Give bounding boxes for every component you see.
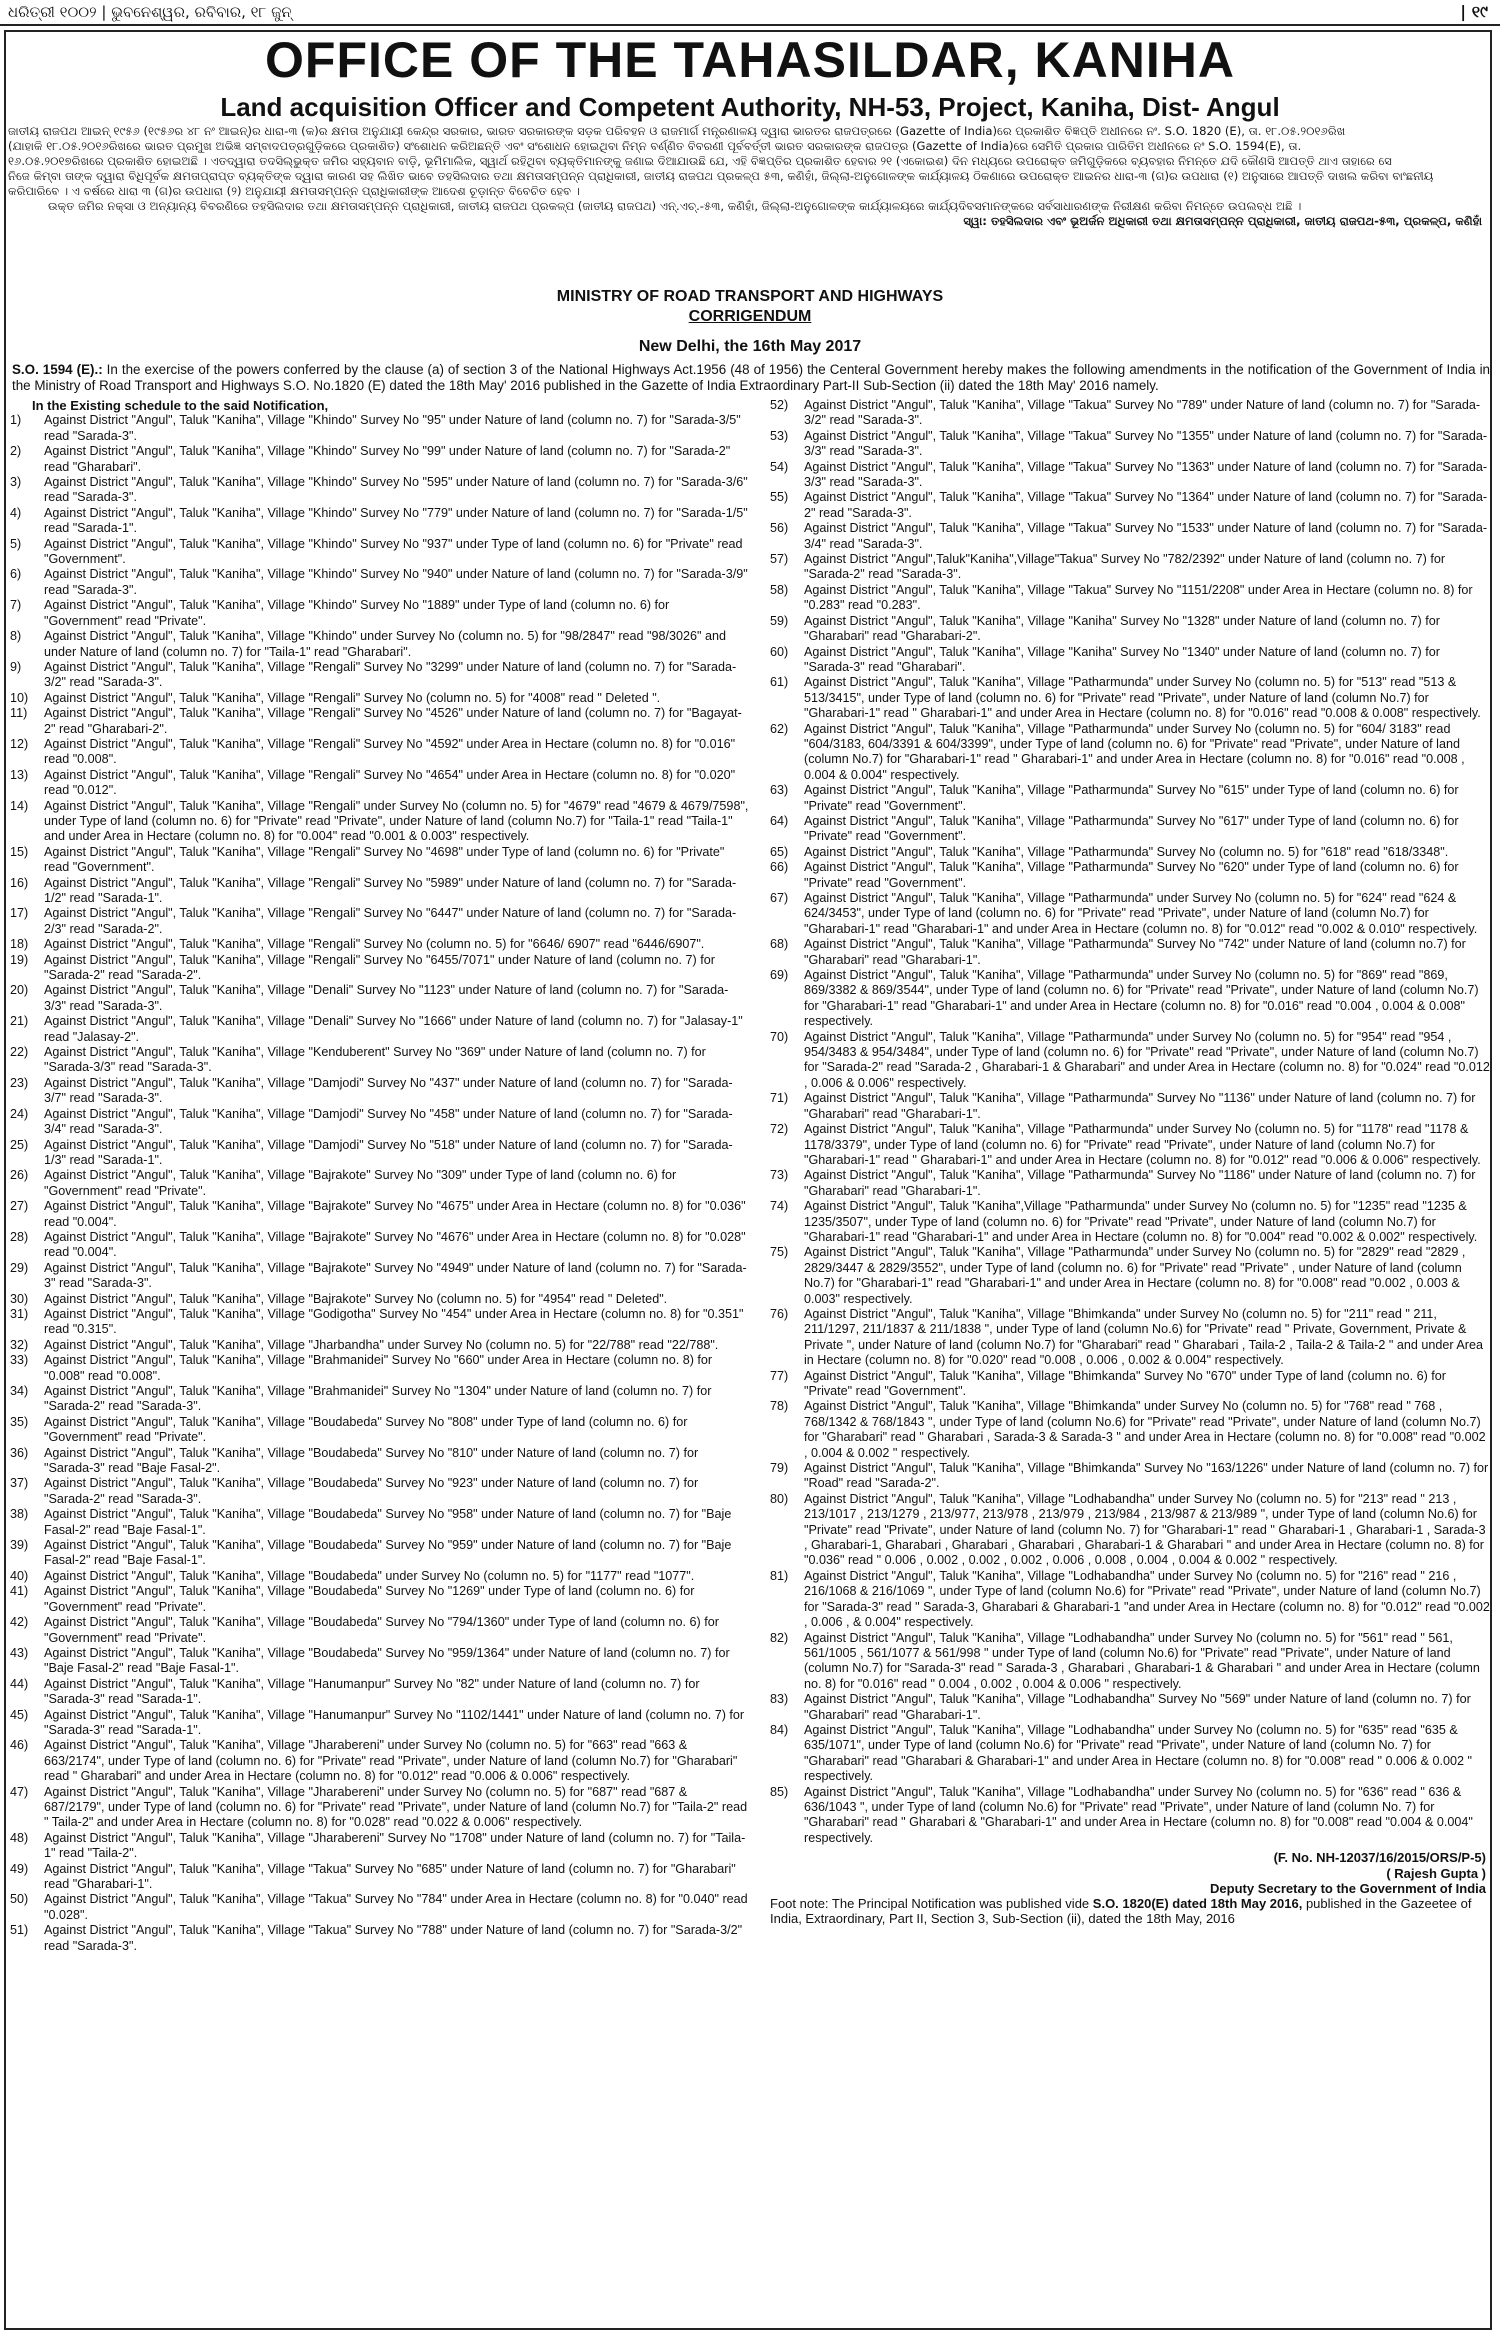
schedule-entry — [10, 768, 750, 799]
entry-text: Against District "Angul", Taluk "Kaniha", Village "Jharabereni" under Survey No (column no. 5) for "663" read "663 & 663/2174", under Type of land (column no. 6) for "Private" read "Private", under Nature of land (column No.7) for "Gharabari" read " Gharabari" and under Area in Hectare (column no. 8) for "0.012" read "0.006 & 0.006" respectively. — [44, 1738, 738, 1784]
signatory-designation: Deputy Secretary to the Government of India — [1210, 1881, 1486, 1896]
entry-number: 42) — [10, 1615, 29, 1630]
entry-text: Against District "Angul", Taluk "Kaniha", Village "Hanumanpur" Survey No "82" under Nature of land (column no. 7) for "Sarada-3" read "Sarada-1". — [44, 1676, 700, 1707]
entry-text: Against District "Angul", Taluk "Kaniha", Village "Jharabereni" under Survey No (column no. 5) for "687" read "687 & 687/2179", under Type of land (column no. 6) for "Private" read "Private", under Nature of land (column No.7) for "Taila-2" read " Taila-2" and under Area in Hectare (column no. 8) for "0.028" read "0.022 & 0.006" respectively. — [44, 1784, 748, 1830]
entry-text: Against District "Angul", Taluk "Kaniha", Village "Boudabeda" Survey No "1269" under Type of land (column no. 6) for "Government" read "Private". — [44, 1584, 695, 1614]
entry-text: Against District "Angul", Taluk "Kaniha", Village "Rengali" under Survey No (column no. 5) for "4679" read "4679 & 4679/7598", under Type of land (column no. 6) for "Private" read "Private", under Nature of land (column No.7) for "Taila-1" read "Taila-1" and under Area in Hectare (column no. 8) for "0.004" read "0.001 & 0.003" respectively. — [44, 798, 749, 844]
entry-number: 8) — [10, 629, 22, 644]
entry-number: 61) — [770, 675, 789, 690]
entry-number: 4) — [10, 505, 22, 520]
entry-text: Against District "Angul", Taluk "Kaniha", Village "Khindo" under Survey No (column no. 5) for "98/2847" read "98/3026" and under Nature of land (column no. 7) for "Taila-1" read "Gharabari". — [44, 629, 727, 659]
schedule-entry — [770, 1723, 1492, 1785]
schedule-entry — [10, 660, 750, 691]
schedule-entry — [10, 1677, 750, 1708]
entry-number: 36) — [10, 1445, 29, 1460]
entry-text: Against District "Angul", Taluk "Kaniha", Village "Patharmunda" under Survey No (column no. 5) for "1178" read "1178 & 1178/3379", under Type of land (column no. 6) for "Private" read "Private", under Nature of land (column No.7) for "Gharabari-1" read " Gharabari-1" and under Area in Hectare (column no. 8) for "0.012" read "0.006 & 0.006" respectively. — [804, 1122, 1481, 1167]
entry-text: Against District "Angul", Taluk "Kaniha", Village "Khindo" Survey No "99" under Nature of land (column no. 7) for "Sarada-2" read "Gharabari". — [44, 444, 731, 474]
schedule-entry — [10, 1261, 750, 1292]
entry-number: 69) — [770, 968, 789, 983]
schedule-entry — [10, 1199, 750, 1230]
notice-subtitle: Land acquisition Officer and Competent Authority, NH-53, Project, Kaniha, Dist- Angul — [220, 92, 1280, 122]
entry-text: Against District "Angul", Taluk "Kaniha", Village "Jharabereni" Survey No "1708" under Nature of land (column no. 7) for "Taila-1" read "Taila-2". — [44, 1830, 746, 1861]
entry-text: Against District "Angul", Taluk "Kaniha", Village "Takua" Survey No "788" under Nature of land (column no. 7) for "Sarada-3/2" read "Sarada-3". — [44, 1923, 743, 1953]
file-number: (F. No. NH-12037/16/2015/ORS/P-5) — [1273, 1850, 1486, 1866]
entry-text: Against District "Angul", Taluk "Kaniha", Village "Khindo" Survey No "937" under Type of land (column no. 6) for "Private" read "Government". — [44, 536, 743, 567]
schedule-entry — [10, 1045, 750, 1076]
schedule-entry — [770, 1091, 1492, 1122]
schedule-entry — [10, 1923, 750, 1954]
footnote — [770, 1896, 1492, 1926]
schedule-entry — [10, 1292, 750, 1307]
entry-number: 41) — [10, 1584, 29, 1599]
entry-number: 70) — [770, 1029, 789, 1044]
entry-number: 35) — [10, 1414, 29, 1429]
entry-number: 68) — [770, 937, 789, 952]
odia-paragraph-line: (ଯାହାକି ୧୮.୦୫.୨୦୧୬ରିଖରେ ଭାରତ ପ୍ରମୁଖ ଅଭିଜ୍ଞ ସମ୍ବାଦପତ୍ରଗୁଡ଼ିକରେ ପ୍ରକାଶିତ) ସଂଶୋଧନ କରିଅଛନ୍ତି ଏବଂ ସଂଶୋଧନ ହୋଇଥିବା ନିମ୍ନ ବର୍ଣ୍ଣିତ ବିବରଣୀ ପୂର୍ବବର୍ତ୍ତୀ ଭାରତ ସରକାରଙ୍କ ରାଜପତ୍ର (Gazette of India)ରେ ସେମିତି ପ୍ରକାର ପାରିତିମ ଅଧୀନରେ ନଂ S.O. 1594(E), ତା. — [8, 139, 1302, 153]
entry-text: Against District "Angul", Taluk "Kaniha", Village "Patharmunda" Survey No (column no. 5) for "618" read "618/3348". — [804, 844, 1449, 859]
schedule-entry — [10, 1831, 750, 1862]
schedule-entry — [10, 1615, 750, 1646]
entry-text: Against District "Angul", Taluk "Kaniha", Village "Lodhabandha" under Survey No (column no. 5) for "213" read " 213 , 213/1017 , 213/1279 , 213/977, 213/978 , 213/979 , 213/984 , 213/987 & 213/989 ", under Type of land (column No.6) for "Private" read "Private", under Nature of land (column No. 7) for "Gharabari-1" read " Gharabari-1 , Gharabari-1 , Sarada-3 , Gharabari-1, Gharabari , Gharabari , Gharabari , Gharabari-1 & Gharabari " and under Area in Hectare (column no. 8) for "0.036" read " 0.006 , 0.002 , 0.002 , 0.002 , 0.006 , 0.008 , 0.004 , 0.004 & 0.002 " respectively. — [804, 1491, 1486, 1568]
entry-number: 16) — [10, 875, 29, 890]
entry-number: 78) — [770, 1399, 789, 1414]
schedule-entry — [10, 1476, 750, 1507]
entry-number: 20) — [10, 983, 29, 998]
entry-number: 1) — [10, 413, 22, 428]
entry-text: Against District "Angul", Taluk "Kaniha", Village "Takua" Survey No "1533" under Nature of land (column no. 7) for "Sarada-3/4" read "Sarada-3". — [804, 521, 1488, 551]
schedule-entry — [10, 475, 750, 506]
entry-text: Against District "Angul", Taluk "Kaniha", Village "Rengali" Survey No "4698" under Type of land (column no. 6) for "Private" read "Government". — [44, 844, 725, 875]
entry-text: Against District "Angul", Taluk "Kaniha", Village "Khindo" Survey No "779" under Nature of land (column no. 7) for "Sarada-1/5" read "Sarada-1". — [44, 505, 748, 536]
schedule-entry — [10, 706, 750, 737]
entry-text: Against District "Angul", Taluk "Kaniha", Village "Bajrakote" Survey No "4949" under Nature of land (column no. 7) for "Sarada-3" read "Sarada-3". — [44, 1260, 747, 1291]
schedule-entry — [770, 860, 1492, 891]
schedule-entry — [10, 1507, 750, 1538]
entry-number: 37) — [10, 1476, 29, 1491]
entry-text: Against District "Angul", Taluk "Kaniha", Village "Patharmunda" under Survey No (column no. 5) for "2829" read "2829 , 2829/3447 & 2829/3552", under Type of land (column no. 6) for "Private" read "Private" , under Nature of land (column No.7) for "Gharabari-1" read "Gharabari-1" and under Area in Hectare (column no. 8) for "0.008" read "0.002 , 0.003 & 0.003" respectively. — [804, 1245, 1466, 1306]
corrigendum-label: CORRIGENDUM — [688, 308, 812, 325]
entry-text: Against District "Angul", Taluk "Kaniha", Village "Patharmunda" Survey No "620" under Type of land (column no. 6) for "Private" read "Government". — [804, 860, 1459, 890]
entry-text: Against District "Angul", Taluk "Kaniha", Village "Bhimkanda" under Survey No (column no. 5) for "211" read " 211, 211/1297, 211/1837 & 211/1838 ", under Type of land (column No.6) for "Private" read " Private, Government, Private & Private ", under Nature of land (column No.7) for "Gharabari" read " Gharabari , Taila-2 , Taila-2 & Taila-2 " and under Area in Hectare (column no. 8) for "0.020" read "0.008 , 0.006 , 0.002 & 0.004" respectively. — [804, 1306, 1483, 1368]
schedule-entry — [770, 1569, 1492, 1631]
entry-number: 23) — [10, 1075, 29, 1090]
entry-number: 49) — [10, 1861, 29, 1876]
schedule-entry — [10, 444, 750, 475]
schedule-entry — [10, 737, 750, 768]
schedule-entry — [10, 413, 750, 444]
entry-text: Against District "Angul", Taluk "Kaniha", Village "Boudabeda" Survey No "958" under Nature of land (column no. 7) for "Baje Fasal-2" read "Baje Fasal-1". — [44, 1507, 732, 1537]
entry-number: 29) — [10, 1260, 29, 1275]
entry-text: Against District "Angul", Taluk "Kaniha", Village "Rengali" Survey No "5989" under Nature of land (column no. 7) for "Sarada-1/2" read "Sarada-1". — [44, 875, 737, 905]
entry-text: Against District "Angul", Taluk "Kaniha", Village "Godigotha" Survey No "454" under Area in Hectare (column no. 8) for "0.351" read "0.315". — [44, 1306, 744, 1337]
schedule-entry — [10, 1353, 750, 1384]
schedule-entry — [10, 845, 750, 876]
schedule-entry — [770, 891, 1492, 937]
entry-number: 43) — [10, 1645, 29, 1660]
schedule-entry — [10, 876, 750, 907]
masthead-title: ଧରିତ୍ରୀ ୧୦୦୨ | ଭୁବନେଶ୍ୱର, ରବିବାର, ୧୮ ଜୁନ୍ — [8, 3, 292, 21]
entry-text: Against District "Angul", Taluk "Kaniha", Village "Takua" Survey No "685" under Nature of land (column no. 7) for "Gharabari" read "Gharabari-1". — [44, 1861, 736, 1891]
entry-text: Against District "Angul", Taluk "Kaniha", Village "Takua" Survey No "789" under Nature of land (column no. 7) for "Sarada-3/2" read "Sarada-3". — [804, 398, 1481, 428]
schedule-entry — [770, 552, 1492, 583]
entry-number: 79) — [770, 1461, 789, 1476]
odia-paragraph-line: ନିଜେ କିମ୍ବା ତାଙ୍କ ଦ୍ୱାରା ବିଧିପୂର୍ବକ କ୍ଷମତାପ୍ରାପ୍ତ ବ୍ୟକ୍ତିଙ୍କ ଦ୍ୱାରା କାରଣ ସହ ଲିଖିତ ଭାବେ ତହସିଲଦାର ତଥା କ୍ଷମତାସମ୍ପନ୍ନ ପ୍ରାଧିକାରୀ, ଜାତୀୟ ରାଜପଥ ପ୍ରକଳ୍ପ ୫୩, କଣିହାଁ, ଜିଲ୍ଲା-ଅନୁଗୋଳଙ୍କ କାର୍ଯ୍ୟାଳୟ ଠିକଣାରେ ଉପରୋକ୍ତ ଆଇନର ଧାରା-୩ (ଗ)ର ଉପଧାରା (୧) ଅନୁସାରେ ଆପତ୍ତି ଦାଖଲ କରିବା ବାଂଛନୀୟ — [8, 169, 1434, 183]
entry-number: 54) — [770, 459, 789, 474]
entry-text: Against District "Angul", Taluk "Kaniha", Village "Jharbandha" under Survey No (column no. 5) for "22/788" read "22/788". — [44, 1337, 719, 1352]
entry-number: 50) — [10, 1892, 29, 1907]
entry-text: Against District "Angul", Taluk "Kaniha", Village "Patharmunda" Survey No "742" under Nature of land (column no.7) for "Gharabari" read "Gharabari-1". — [804, 937, 1466, 967]
schedule-entry — [10, 1014, 750, 1045]
entry-text: Against District "Angul", Taluk "Kaniha", Village "Rengali" Survey No "3299" under Nature of land (column no. 7) for "Sarada-3/2" read "Sarada-3". — [44, 659, 737, 690]
schedule-entry — [770, 583, 1492, 614]
odia-paragraph-line: କରିପାରିବେ । ଏ ବର୍ଷରେ ଧାରା ୩ (ଗ)ର ଉପଧାରା (୨) ଅନୁଯାୟୀ କ୍ଷମତାସମ୍ପନ୍ନ ପ୍ରାଧିକାରୀଙ୍କ ଆଦେଶ ଚୂଡ଼ାନ୍ତ ବିବେଚିତ ହେବ । — [8, 184, 580, 198]
schedule-entry — [770, 1199, 1492, 1245]
entry-number: 5) — [10, 536, 22, 551]
entry-number: 55) — [770, 490, 789, 505]
schedule-entry — [10, 1738, 750, 1784]
odia-paragraph-line: ଜାତୀୟ ରାଜପଥ ଆଇନ୍ ୧୯୫୬ (୧୯୫୬ର ୪୮ ନଂ ଆଇନ୍)ର ଧାରା-୩ (କ)ର କ୍ଷମତା ଅନୁଯାୟୀ କେନ୍ଦ୍ର ସରକାର, ଭାରତ ସରକାରଙ୍କ ସଡ଼କ ପରିବହନ ଓ ରାଜମାର୍ଗ ମନ୍ତ୍ରଣାଳୟ ଦ୍ୱାରା ଭାରତର ରାଜପତ୍ରରେ (Gazette of India)ରେ ପ୍ରକାଶିତ ବିଜ୍ଞପ୍ତି ଅଧୀନରେ ନଂ. S.O. 1820 (E), ତା. ୧୮.୦୫.୨୦୧୬ରିଖ — [8, 124, 1346, 138]
entry-text: Against District "Angul", Taluk "Kaniha", Village "Rengali" Survey No "4654" under Area in Hectare (column no. 8) for "0.020" read "0.012". — [44, 767, 736, 798]
entry-text: Against District "Angul", Taluk "Kaniha", Village "Patharmunda" under Survey No (column no. 5) for "869" read "869, 869/3382 & 869/3544", under Type of land (column no. 6) for "Private" read "Private", under Nature of land (column No.7) for "Gharabari-1" read "Gharabari-1" and under Area in Hectare (column no. 8) for "0.016" read "0.004 , 0.004 & 0.008" respectively. — [804, 968, 1479, 1029]
entry-number: 26) — [10, 1168, 29, 1183]
entry-number: 59) — [770, 613, 789, 628]
entry-number: 75) — [770, 1245, 789, 1260]
entry-text: Against District "Angul", Taluk "Kaniha", Village "Takua" Survey No "1364" under Nature of land (column no. 7) for "Sarada-2" read "Sarada-3". — [804, 490, 1488, 520]
entry-number: 19) — [10, 952, 29, 967]
schedule-entry — [10, 598, 750, 629]
schedule-entry — [10, 1307, 750, 1338]
entry-text: Against District "Angul", Taluk "Kaniha", Village "Bajrakote" Survey No (column no. 5) for "4954" read " Deleted". — [44, 1291, 668, 1306]
schedule-entry — [770, 1122, 1492, 1168]
entry-text: Against District "Angul", Taluk "Kaniha", Village "Kaniha" Survey No "1340" under Nature of land (column no. 7) for "Sarada-3" read "Gharabari". — [804, 644, 1440, 674]
intro-paragraph — [12, 362, 1490, 394]
entry-number: 18) — [10, 937, 29, 952]
schedule-entry — [10, 506, 750, 537]
odia-paragraph-line: ଉକ୍ତ ଜମିର ନକ୍ସା ଓ ଅନ୍ୟାନ୍ୟ ବିବରଣିରେ ତହସିଲଦାର ତଥା କ୍ଷମତାସମ୍ପନ୍ନ ପ୍ରାଧିକାରୀ, ଜାତୀୟ ରାଜପଥ ପ୍ରକଳ୍ପ (ଜାତୀୟ ରାଜପଥ) ଏନ୍.ଏଚ୍.-୫୩, କଣିହାଁ, ଜିଲ୍ଲା-ଅନୁଗୋଳଙ୍କ କାର୍ଯ୍ୟାଳୟରେ କାର୍ଯ୍ୟଦିବସମାନଙ୍କରେ ସର୍ବସାଧାରଣଙ୍କ ନିରୀକ୍ଷଣ କରିବା ନିମନ୍ତେ ଉପଲବ୍ଧ ଅଛି । — [48, 199, 1302, 213]
entry-text: Against District "Angul", Taluk "Kaniha", Village "Takua" Survey No "1355" under Nature of land (column no. 7) for "Sarada-3/3" read "Sarada-3". — [804, 428, 1488, 459]
schedule-entry — [770, 1030, 1492, 1092]
schedule-entry — [10, 1538, 750, 1569]
entry-number: 66) — [770, 860, 789, 875]
entry-number: 83) — [770, 1692, 789, 1707]
entry-text: Against District "Angul", Taluk "Kaniha", Village "Patharmunda" under Survey No (column no. 5) for "604/ 3183" read "604/3183, 604/3391 & 604/3399", under Type of land (column no. 6) for "Private" read "Private", under Nature of land (column No.7) for "Gharabari-1" read " Gharabari-1" and under Area in Hectare (column no. 8) for "0.016" read "0.008 , 0.004 & 0.004" respectively. — [804, 721, 1465, 782]
entry-number: 53) — [770, 428, 789, 443]
schedule-entry — [10, 799, 750, 845]
entry-text: Against District "Angul", Taluk "Kaniha",Village "Patharmunda" under Survey No (column no. 5) for "1235" read "1235 & 1235/3507", under Type of land (column no. 6) for "Private" read "Private", under Nature of land (column No.7) for "Gharabari-1" read "Gharabari-1" and under Area in Hectare (column no. 8) for "0.004" read "0.002 & 0.002" respectively. — [804, 1199, 1478, 1244]
entry-text: Against District "Angul", Taluk "Kaniha", Village "Rengali" Survey No "6455/7071" under Nature of land (column no. 7) for "Sarada-2" read "Sarada-2". — [44, 952, 715, 983]
entry-text: Against District "Angul", Taluk "Kaniha", Village "Rengali" Survey No (column no. 5) for "6646/ 6907" read "6446/6907". — [44, 937, 705, 952]
entry-number: 27) — [10, 1199, 29, 1214]
entry-text: Against District "Angul", Taluk "Kaniha", Village "Lodhabandha" under Survey No (column no. 5) for "216" read " 216 , 216/1068 & 216/1069 ", under Type of land (column No.6) for "Private" read "Private", under Nature of land (column No.7) for "Sarada-3" read " Sarada-3, Gharabari & Gharabari-1 "and under Area in Hectare (column no. 8) for "0.012" read "0.002 , 0.006 , & 0.004" respectively. — [804, 1568, 1490, 1630]
entry-text: Against District "Angul", Taluk "Kaniha", Village "Kaniha" Survey No "1328" under Nature of land (column no. 7) for "Gharabari" read "Gharabari-2". — [804, 613, 1440, 644]
schedule-entry — [10, 983, 750, 1014]
entry-number: 34) — [10, 1384, 29, 1398]
entry-number: 13) — [10, 767, 29, 782]
entry-number: 15) — [10, 844, 29, 859]
entry-number: 2) — [10, 444, 22, 459]
entry-number: 82) — [770, 1630, 789, 1645]
odia-paragraph-line: ୧୬.୦୫.୨୦୧୭ରିଖରେ ପ୍ରକାଶିତ ହୋଇଅଛି । ଏତଦ୍ୱାରା ତଦସିଲ୍ଭୁକ୍ତ ଜମିର ସହ୍ୟବାନ ବାଡ଼ି, ଭୂମିମାଲିକ, ସ୍ୱାର୍ଥ ରହିଥିବା ବ୍ୟକ୍ତିମାନଙ୍କୁ ଜଣାଇ ଦିଆଯାଉଛି ଯେ, ଏହି ବିଜ୍ଞପ୍ତିର ପ୍ରକାଶିତ ହେବାର ୨୧ (ଏକୋଇଶ) ଦିନ ମଧ୍ୟରେ ଉପରୋକ୍ତ ଜମିଗୁଡ଼ିକରେ ବ୍ୟବହାର ନିମନ୍ତେ ଯଦି କୌଣସି ଆପତ୍ତି ଥାଏ ତାହାରେ ସେ — [8, 154, 1392, 168]
entry-number: 30) — [10, 1291, 29, 1306]
schedule-entry — [10, 1384, 750, 1415]
schedule-entry — [770, 783, 1492, 814]
schedule-entry — [10, 937, 750, 952]
entry-text: Against District "Angul", Taluk "Kaniha", Village "Lodhabandha" under Survey No (column no. 5) for "635" read "635 & 635/1071", under Type of land (column No.6) for "Private" read "Private", under Nature of land (column No. 7) for "Gharabari" read "Gharabari & Gharabari-1" and under Area in Hectare (column no. 8) for "0.008" read " 0.006 & 0.002 " respectively. — [804, 1722, 1472, 1784]
entry-text: Against District "Angul", Taluk "Kaniha", Village "Rengali" Survey No "4526" under Nature of land (column no. 7) for "Bagayat-2" read "Gharabari-2". — [44, 706, 742, 736]
schedule-entry — [770, 814, 1492, 845]
schedule-entry — [770, 675, 1492, 721]
entry-text: Against District "Angul", Taluk "Kaniha", Village "Bajrakote" Survey No "309" under Type of land (column no. 6) for "Government" read "Private". — [44, 1168, 677, 1198]
entry-text: Against District "Angul", Taluk "Kaniha", Village "Lodhabandha" under Survey No (column no. 5) for "636" read " 636 & 636/1043 ", under Type of land (column No.6) for "Private" read "Private", under Nature of land (column No. 7) for "Gharabari" read " Gharabari & "Gharabari-1" and under Area in Hectare (column no. 8) for "0.008" read "0.004 & 0.004" respectively. — [804, 1784, 1473, 1845]
schedule-entry — [770, 845, 1492, 860]
entry-number: 52) — [770, 398, 789, 412]
dateline: New Delhi, the 16th May 2017 — [638, 338, 862, 355]
entry-number: 31) — [10, 1306, 29, 1321]
entry-text: Against District "Angul", Taluk "Kaniha", Village "Rengali" Survey No "6447" under Nature of land (column no. 7) for "Sarada-2/3" read "Sarada-2". — [44, 906, 737, 936]
schedule-entry — [770, 1369, 1492, 1400]
entry-number: 44) — [10, 1676, 29, 1691]
entry-number: 58) — [770, 582, 789, 597]
entry-number: 33) — [10, 1353, 29, 1368]
schedule-entry — [10, 691, 750, 706]
entry-text: Against District "Angul", Taluk "Kaniha", Village "Boudabeda" Survey No "959" under Nature of land (column no. 7) for "Baje Fasal-2" read "Baje Fasal-1". — [44, 1538, 732, 1568]
intro-text: In the exercise of the powers conferred by the clause (a) of section 3 of the National Highways Act.1956 (48 of 1956) the Centeral Government hereby makes the following amendments in the notification of the Government of India in the Ministry of Road Transport and Highways S.O. No.1820 (E) dated the 18th May' 2016 published in the Gazette of India Extraordinary Part-II Sub-Section (ii) dated the 18th May' 2016 namely. — [12, 362, 1490, 393]
entry-text: Against District "Angul", Taluk "Kaniha", Village "Bhimkanda" Survey No "163/1226" under Nature of land (column no. 7) for "Road" read "Sarada-2". — [804, 1461, 1489, 1491]
entry-number: 67) — [770, 891, 789, 905]
entry-number: 28) — [10, 1229, 29, 1244]
entry-number: 81) — [770, 1568, 789, 1583]
schedule-entry — [10, 1076, 750, 1107]
entry-number: 77) — [770, 1368, 789, 1383]
entry-number: 21) — [10, 1014, 29, 1029]
entry-text: Against District "Angul", Taluk "Kaniha", Village "Patharmunda" Survey No "615" under Type of land (column no. 6) for "Private" read "Government". — [804, 783, 1459, 813]
schedule-entry — [10, 1138, 750, 1169]
entry-text: Against District "Angul", Taluk "Kaniha", Village "Khindo" Survey No "940" under Nature of land (column no. 7) for "Sarada-3/9" read "Sarada-3". — [44, 567, 748, 597]
entry-number: 64) — [770, 813, 789, 828]
schedule-entry — [770, 614, 1492, 645]
entry-number: 56) — [770, 521, 789, 536]
entry-number: 80) — [770, 1491, 789, 1506]
entry-number: 76) — [770, 1306, 789, 1321]
entry-text: Against District "Angul", Taluk "Kaniha", Village "Kenduberent" Survey No "369" under Nature of land (column no. 7) for "Sarada-3/3" read "Sarada-3". — [44, 1045, 706, 1075]
entry-text: Against District "Angul",Taluk"Kaniha",Village"Takua" Survey No "782/2392" under Nature of land (column no. 7) for "Sarada-2" read "Sarada-3". — [804, 552, 1446, 582]
entry-number: 32) — [10, 1337, 29, 1352]
entry-text: Against District "Angul", Taluk "Kaniha", Village "Takua" Survey No "1363" under Nature of land (column no. 7) for "Sarada-3/3" read "Sarada-3". — [804, 459, 1488, 490]
entry-number: 73) — [770, 1168, 789, 1183]
footnote-pre: Foot note: The Principal Notification was published vide — [770, 1896, 1093, 1912]
entry-number: 22) — [10, 1045, 29, 1060]
entry-number: 11) — [10, 706, 28, 721]
schedule-entry — [770, 1399, 1492, 1461]
entry-text: Against District "Angul", Taluk "Kaniha", Village "Hanumanpur" Survey No "1102/1441" under Nature of land (column no. 7) for "Sarada-3" read "Sarada-1". — [44, 1707, 745, 1737]
entry-text: Against District "Angul", Taluk "Kaniha", Village "Patharmunda" Survey No "1136" under Nature of land (column no. 7) for "Gharabari" read "Gharabari-1". — [804, 1091, 1476, 1121]
entry-number: 57) — [770, 552, 789, 567]
schedule-entry — [10, 953, 750, 984]
schedule-entry — [10, 1415, 750, 1446]
schedule-entry — [10, 1168, 750, 1199]
schedule-entry — [770, 1631, 1492, 1693]
footnote-post: published in the Gazeetee of India, Extraordinary, Part II, Section 3, Sub-Section (ii), dated the 18th May, 2016 — [770, 1896, 1472, 1927]
entry-text: Against District "Angul", Taluk "Kaniha", Village "Patharmunda" under Survey No (column no. 5) for "624" read "624 & 624/3453", under Type of land (column no. 6) for "Private" read "Private", under Nature of land (column No.7) for "Gharabari-1" read "Gharabari-1" and under Area in Hectare (column no. 8) for "0.012" read "0.002 & 0.010" respectively. — [804, 891, 1478, 936]
entry-text: Against District "Angul", Taluk "Kaniha", Village "Bhimkanda" Survey No "670" under Type of land (column no. 6) for "Private" read "Government". — [804, 1368, 1447, 1398]
schedule-entry — [770, 490, 1492, 521]
schedule-entry — [10, 1892, 750, 1923]
entry-text: Against District "Angul", Taluk "Kaniha", Village "Khindo" Survey No "95" under Nature of land (column no. 7) for "Sarada-3/5" read "Sarada-3". — [44, 413, 741, 443]
entry-text: Against District "Angul", Taluk "Kaniha", Village "Patharmunda" under Survey No (column no. 5) for "954" read "954 , 954/3483 & 954/3484", under Type of land (column no. 6) for "Private" read "Private", under Nature of land (column No.7) for "Sarada-2" read "Sarada-2 , Gharabari-1 & Gharabari" and under Area in Hectare (column no. 8) for "0.024" read "0.012 , 0.006 & 0.006" respectively. — [804, 1029, 1490, 1090]
page-number: | ୧୯ — [1460, 2, 1488, 21]
so-number: S.O. 1594 (E).: — [12, 362, 103, 377]
footnote-bold: S.O. 1820(E) dated 18th May 2016, — [1092, 1896, 1303, 1912]
entry-number: 60) — [770, 644, 789, 659]
schedule-entry — [10, 1584, 750, 1615]
entry-number: 40) — [10, 1568, 29, 1583]
odia-signature-line: ସ୍ୱା: ତହସିଲଦାର ଏବଂ ଭୂଅର୍ଜନ ଅଧିକାରୀ ତଥା କ୍ଷମତାସମ୍ପନ୍ନ ପ୍ରାଧିକାରୀ, ଜାତୀୟ ରାଜପଥ-୫୩, ପ୍ରକଳ୍ପ, କଣିହାଁ — [963, 214, 1482, 228]
schedule-entry — [10, 1569, 750, 1584]
right-column — [770, 398, 1492, 1926]
entry-number: 46) — [10, 1738, 29, 1753]
entry-text: Against District "Angul", Taluk "Kaniha", Village "Patharmunda" Survey No "617" under Type of land (column no. 6) for "Private" read "Government". — [804, 813, 1459, 844]
entry-number: 39) — [10, 1538, 29, 1553]
schedule-heading: In the Existing schedule to the said Notification, — [32, 398, 329, 413]
entry-number: 71) — [770, 1091, 789, 1106]
entry-text: Against District "Angul", Taluk "Kaniha", Village "Damjodi" Survey No "458" under Nature of land (column no. 7) for "Sarada-3/4" read "Sarada-3". — [44, 1106, 733, 1137]
left-column — [10, 398, 750, 1954]
schedule-entry — [10, 1230, 750, 1261]
schedule-entry — [10, 629, 750, 660]
entry-number: 17) — [10, 906, 29, 921]
corrigendum-heading — [0, 308, 1500, 326]
entry-text: Against District "Angul", Taluk "Kaniha", Village "Rengali" Survey No (column no. 5) for "4008" read " Deleted ". — [44, 690, 661, 705]
entry-number: 65) — [770, 844, 789, 859]
entry-number: 62) — [770, 721, 789, 736]
entry-number: 45) — [10, 1707, 29, 1722]
schedule-entry — [770, 1168, 1492, 1199]
schedule-entry — [770, 645, 1492, 676]
entry-number: 6) — [10, 567, 22, 582]
entry-text: Against District "Angul", Taluk "Kaniha", Village "Boudabeda" Survey No "923" under Nature of land (column no. 7) for "Sarada-2" read "Sarada-3". — [44, 1476, 699, 1506]
newspaper-masthead — [0, 0, 1500, 26]
entry-text: Against District "Angul", Taluk "Kaniha", Village "Patharmunda" Survey No "1186" under Nature of land (column no. 7) for "Gharabari" read "Gharabari-1". — [804, 1168, 1476, 1198]
signatory-name: ( Rajesh Gupta ) — [1386, 1865, 1486, 1881]
entry-number: 74) — [770, 1199, 789, 1214]
schedule-entry — [10, 567, 750, 598]
entry-text: Against District "Angul", Taluk "Kaniha", Village "Lodhabandha" under Survey No (column no. 5) for "561" read " 561, 561/1005 , 561/1077 & 561/998 " under Type of land (column No.6) for "Private" read "Private", under Nature of land (column No.7) for "Sarada-3" read " Sarada-3 , Gharabari , Gharabari-1 & Gharabari " and under Area in Hectare (column no. 8) for "0.016" read " 0.004 , 0.002 , 0.004 & 0.006 " respectively. — [804, 1630, 1480, 1691]
entry-number: 38) — [10, 1507, 29, 1522]
entry-text: Against District "Angul", Taluk "Kaniha", Village "Boudabeda" under Survey No (column no. 5) for "1177" read "1077". — [44, 1568, 695, 1583]
entry-number: 3) — [10, 475, 22, 490]
entry-number: 9) — [10, 659, 22, 674]
entry-text: Against District "Angul", Taluk "Kaniha", Village "Denali" Survey No "1666" under Nature of land (column no. 7) for "Jalasay-1" read "Jalasay-2". — [44, 1014, 743, 1044]
entry-text: Against District "Angul", Taluk "Kaniha", Village "Brahmanidei" Survey No "1304" under Nature of land (column no. 7) for "Sarada-2" read "Sarada-3". — [44, 1384, 712, 1414]
schedule-entry — [10, 906, 750, 937]
entry-number: 84) — [770, 1722, 789, 1737]
entry-number: 51) — [10, 1923, 29, 1938]
signature-block — [770, 1850, 1492, 1926]
entry-text: Against District "Angul", Taluk "Kaniha", Village "Bajrakote" Survey No "4676" under Area in Hectare (column no. 8) for "0.028" read "0.004". — [44, 1229, 746, 1260]
schedule-entry — [770, 521, 1492, 552]
entry-text: Against District "Angul", Taluk "Kaniha", Village "Bhimkanda" under Survey No (column no. 5) for "768" read " 768 , 768/1342 & 768/1843 ", under Type of land (column No.6) for "Private" read "Private", under Nature of land (column No.7) for "Gharabari" read " Gharabari , Sarada-3 & Sarada-3 " and under Area in Hectare (column no. 8) for "0.008" read "0.002 , 0.004 & 0.002 " respectively. — [804, 1399, 1486, 1460]
notice-title: OFFICE OF THE TAHASILDAR, KANIHA — [265, 32, 1235, 88]
entry-number: 63) — [770, 783, 789, 798]
schedule-entry — [770, 1245, 1492, 1307]
schedule-entry — [770, 937, 1492, 968]
entry-text: Against District "Angul", Taluk "Kaniha", Village "Boudabeda" Survey No "808" under Type of land (column no. 6) for "Government" read "Private". — [44, 1414, 688, 1445]
schedule-entry — [10, 1446, 750, 1477]
entry-number: 24) — [10, 1106, 29, 1121]
entry-number: 85) — [770, 1784, 789, 1799]
schedule-entry — [770, 968, 1492, 1030]
entry-text: Against District "Angul", Taluk "Kaniha", Village "Denali" Survey No "1123" under Nature of land (column no. 7) for "Sarada-3/3" read "Sarada-3". — [44, 983, 729, 1013]
schedule-entry — [770, 1307, 1492, 1369]
schedule-entry — [770, 722, 1492, 784]
entry-number: 48) — [10, 1830, 29, 1845]
entry-text: Against District "Angul", Taluk "Kaniha", Village "Khindo" Survey No "595" under Nature of land (column no. 7) for "Sarada-3/6" read "Sarada-3". — [44, 475, 748, 505]
ministry-heading: MINISTRY OF ROAD TRANSPORT AND HIGHWAYS — [556, 288, 944, 305]
schedule-entry — [770, 429, 1492, 460]
entry-text: Against District "Angul", Taluk "Kaniha", Village "Bajrakote" Survey No "4675" under Area in Hectare (column no. 8) for "0.036" read "0.004". — [44, 1199, 746, 1229]
schedule-entry — [10, 1785, 750, 1831]
schedule-entry — [10, 1708, 750, 1739]
entry-number: 12) — [10, 736, 29, 751]
entry-text: Against District "Angul", Taluk "Kaniha", Village "Damjodi" Survey No "437" under Nature of land (column no. 7) for "Sarada-3/7" read "Sarada-3". — [44, 1075, 733, 1106]
schedule-entry — [770, 1692, 1492, 1723]
entry-number: 14) — [10, 798, 29, 813]
schedule-entry — [770, 1461, 1492, 1492]
entry-text: Against District "Angul", Taluk "Kaniha", Village "Lodhabandha" Survey No "569" under Nature of land (column no. 7) for "Gharabari" read "Gharabari-1". — [804, 1692, 1471, 1722]
entry-text: Against District "Angul", Taluk "Kaniha", Village "Boudabeda" Survey No "959/1364" under Nature of land (column no. 7) for "Baje Fasal-2" read "Baje Fasal-1". — [44, 1645, 730, 1676]
schedule-entry — [770, 398, 1492, 429]
schedule-entry — [10, 1338, 750, 1353]
entry-number: 7) — [10, 598, 22, 613]
schedule-entry — [10, 1862, 750, 1893]
entry-number: 47) — [10, 1784, 29, 1799]
entry-number: 72) — [770, 1122, 789, 1137]
schedule-entry — [770, 460, 1492, 491]
entry-text: Against District "Angul", Taluk "Kaniha", Village "Patharmunda" under Survey No (column no. 5) for "513" read "513 & 513/3415", under Type of land (column no. 6) for "Private" read "Private", under Nature of land (column No.7) for "Gharabari-1" read " Gharabari-1" and under Area in Hectare (column no. 8) for "0.016" read "0.008 & 0.008" respectively. — [804, 675, 1481, 721]
schedule-entry — [10, 537, 750, 568]
entry-text: Against District "Angul", Taluk "Kaniha", Village "Boudabeda" Survey No "810" under Nature of land (column no. 7) for "Sarada-3" read "Baje Fasal-2". — [44, 1445, 699, 1476]
entry-text: Against District "Angul", Taluk "Kaniha", Village "Brahmanidei" Survey No "660" under Area in Hectare (column no. 8) for "0.008" read "0.008". — [44, 1353, 713, 1383]
entry-text: Against District "Angul", Taluk "Kaniha", Village "Damjodi" Survey No "518" under Nature of land (column no. 7) for "Sarada-1/3" read "Sarada-1". — [44, 1137, 733, 1167]
schedule-entry — [770, 1785, 1492, 1847]
entry-text: Against District "Angul", Taluk "Kaniha", Village "Takua" Survey No "1151/2208" under Area in Hectare (column no. 8) for "0.283" read "0.283". — [804, 582, 1473, 613]
entry-text: Against District "Angul", Taluk "Kaniha", Village "Khindo" Survey No "1889" under Type of land (column no. 6) for "Government" read "Private". — [44, 598, 670, 628]
entry-text: Against District "Angul", Taluk "Kaniha", Village "Boudabeda" Survey No "794/1360" under Type of land (column no. 6) for "Government" read "Private". — [44, 1615, 719, 1645]
entry-number: 25) — [10, 1137, 29, 1152]
schedule-entry — [770, 1492, 1492, 1569]
entry-number: 10) — [10, 690, 29, 705]
schedule-entry — [10, 1646, 750, 1677]
entry-text: Against District "Angul", Taluk "Kaniha", Village "Takua" Survey No "784" under Area in Hectare (column no. 8) for "0.040" read "0.028". — [44, 1892, 748, 1922]
entry-text: Against District "Angul", Taluk "Kaniha", Village "Rengali" Survey No "4592" under Area in Hectare (column no. 8) for "0.016" read "0.008". — [44, 736, 736, 767]
schedule-entry — [10, 1107, 750, 1138]
